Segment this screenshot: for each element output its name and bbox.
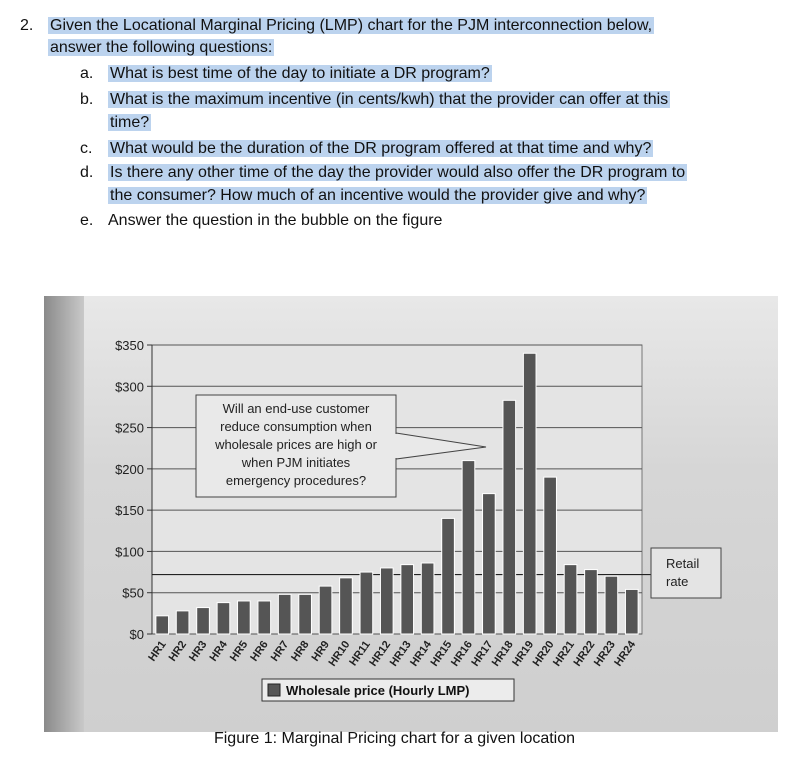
x-tick-label: HR6 <box>248 638 271 664</box>
x-tick-label: HR24 <box>612 638 639 669</box>
bar-hr11 <box>360 572 373 634</box>
legend-label: Wholesale price (Hourly LMP) <box>286 683 470 698</box>
x-tick-label: HR18 <box>489 638 516 669</box>
bar-hr10 <box>340 578 353 634</box>
figure-caption: Figure 1: Marginal Pricing chart for a given location <box>213 730 576 747</box>
y-tick-label: $150 <box>115 503 144 519</box>
bar-hr22 <box>585 570 598 634</box>
x-tick-label: HR7 <box>268 638 292 664</box>
bar-hr5 <box>238 601 251 634</box>
item-b-text-2: time? <box>110 114 150 131</box>
bar-hr19 <box>523 353 536 634</box>
bar-hr6 <box>258 601 271 634</box>
question-intro-line-1: Given the Locational Marginal Pricing (LMP) chart for the PJM interconnection below, <box>50 17 653 34</box>
x-tick-label: HR14 <box>408 638 435 669</box>
item-c-text: What would be the duration of the DR program offered at that time and why? <box>110 140 652 157</box>
bar-hr8 <box>299 594 312 634</box>
y-tick-label: $100 <box>115 544 144 560</box>
bar-hr20 <box>544 477 557 634</box>
question-intro-line-2: answer the following questions: <box>50 39 273 56</box>
item-d-letter: d. <box>80 164 94 181</box>
x-tick-label: HR17 <box>469 638 496 669</box>
x-tick-label: HR16 <box>448 638 475 669</box>
bar-hr3 <box>197 608 210 634</box>
x-tick-label: HR21 <box>551 638 577 669</box>
bar-hr9 <box>319 586 332 634</box>
item-d-text-1: Is there any other time of the day the provider would also offer the DR program to <box>110 164 686 181</box>
item-e-text: Answer the question in the bubble on the figure <box>108 212 443 229</box>
x-tick-label: HR3 <box>187 638 210 664</box>
y-tick-label: $300 <box>115 379 144 395</box>
x-tick-label: HR23 <box>591 638 618 669</box>
x-tick-label: HR19 <box>510 638 537 669</box>
bar-hr15 <box>442 518 455 634</box>
item-b-letter: b. <box>80 91 94 108</box>
x-tick-label: HR11 <box>347 638 373 669</box>
item-a-letter: a. <box>80 65 94 82</box>
bubble-text-line: emergency procedures? <box>225 473 367 488</box>
bar-hr1 <box>156 616 169 634</box>
bar-hr4 <box>217 603 230 634</box>
bar-hr17 <box>483 494 496 634</box>
x-tick-label: HR4 <box>207 638 230 664</box>
bar-hr13 <box>401 565 414 634</box>
retail-rate-label: Retail <box>666 556 700 571</box>
y-tick-label: $250 <box>115 420 144 436</box>
y-tick-label: $0 <box>129 627 144 642</box>
bar-hr24 <box>625 589 638 634</box>
retail-rate-label: rate <box>666 574 689 589</box>
bubble-pointer-join <box>395 434 398 458</box>
bar-hr2 <box>176 611 189 634</box>
bubble-text-line: Will an end-use customer <box>222 401 370 416</box>
x-tick-label: HR9 <box>309 638 332 664</box>
x-tick-label: HR1 <box>146 638 169 664</box>
bar-hr14 <box>421 563 434 634</box>
item-c-letter: c. <box>80 140 93 157</box>
bar-hr18 <box>503 400 516 634</box>
bubble-text-line: when PJM initiates <box>241 455 351 470</box>
bar-hr7 <box>278 594 291 634</box>
x-tick-label: HR20 <box>530 638 557 669</box>
bar-hr21 <box>564 565 577 634</box>
bar-hr23 <box>605 576 618 634</box>
item-a-text: What is best time of the day to initiate a DR program? <box>110 65 490 82</box>
bar-hr12 <box>380 568 393 634</box>
x-tick-label: HR2 <box>166 638 190 664</box>
x-tick-label: HR5 <box>227 638 251 664</box>
question-number: 2. <box>20 17 34 34</box>
x-tick-label: HR15 <box>428 638 455 669</box>
x-tick-label: HR12 <box>367 638 394 669</box>
y-tick-label: $50 <box>122 585 144 601</box>
bubble-text-line: reduce consumption when <box>220 419 372 434</box>
item-d-text-2: the consumer? How much of an incentive would the provider give and why? <box>110 187 646 204</box>
x-tick-label: HR13 <box>387 638 414 669</box>
y-tick-label: $350 <box>115 338 144 353</box>
x-tick-label: HR10 <box>326 638 353 669</box>
bubble-text-line: wholesale prices are high or <box>215 437 377 452</box>
y-tick-label: $200 <box>115 461 144 477</box>
item-b-text-1: What is the maximum incentive (in cents/kwh) that the provider can offer at this <box>110 91 669 108</box>
item-e-letter: e. <box>80 212 94 229</box>
x-tick-label: HR22 <box>571 638 598 669</box>
bar-hr16 <box>462 461 475 634</box>
legend-swatch <box>268 684 280 696</box>
x-tick-label: HR8 <box>289 638 312 664</box>
